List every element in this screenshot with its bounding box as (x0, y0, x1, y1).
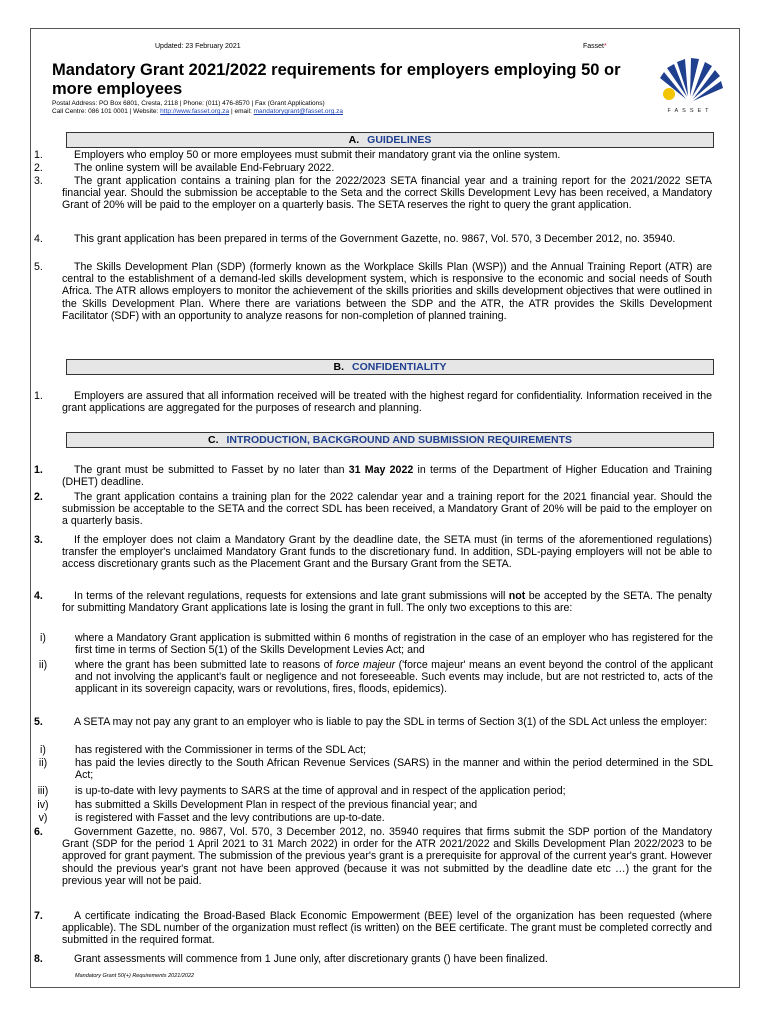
guideline-number: 4. (34, 233, 43, 245)
exception-item: where a Mandatory Grant application is submitted within 6 months of registration in the case of an employer who has registered for the first time in terms of Section 5(1) of the Skills Development Levies Act; and (75, 632, 713, 657)
page-footer: Mandatory Grant 50(+) Requirements 2021/2022 (75, 973, 195, 979)
roman-number: v) (38, 812, 48, 824)
email-link[interactable]: mandatorygrant@fasset.org.za (253, 108, 343, 115)
exception-text: where the grant has been submitted late to reasons of (75, 659, 336, 671)
guideline-text: The grant application contains a training plan for the 2022/2023 SETA financial year and a training report for the 2021/2022 SETA financial year. Should the submission be acceptable to the Seta and the correct Skills Development Levy has been received, a Mandatory Grant of 20% will be paid to the employer on a quarterly basis. The SETA reserves the right to query the grant application. (62, 175, 712, 212)
guideline-item (62, 149, 712, 161)
intro-number: 1. (34, 464, 43, 476)
confidentiality-text: Employers are assured that all information received will be treated with the highest regard for confidentiality. Information received in the grant applications are aggregated for the purposes of research and planning. (62, 390, 712, 415)
section-a-banner (66, 132, 714, 148)
intro-number: 4. (34, 590, 43, 602)
intro-item-7 (62, 910, 712, 947)
condition-item: is up-to-date with levy payments to SARS at the time of approval and in respect of the application period; (75, 785, 566, 797)
deadline-date: 31 May 2022 (348, 464, 414, 476)
confidentiality-item (62, 390, 712, 414)
star-icon: * (604, 43, 607, 50)
intro-item-5 (62, 716, 712, 728)
intro-text: A SETA may not pay any grant to an employer who is liable to pay the SDL in terms of Section 3(1) of the SDL Act unless the employer: (74, 716, 708, 728)
intro-text: The grant application contains a training plan for the 2022 calendar year and a training report for the 2021 financial year. Should the submission be acceptable to the SETA and the correct SDL has been received, a Mandatory Grant of 20% will be paid to the employer on a quarterly basis. (62, 491, 712, 528)
confidentiality-number: 1. (34, 390, 43, 402)
condition-item: has paid the levies directly to the South African Revenue Services (SARS) in the manner and within the period determined in the SDL Act; (75, 757, 713, 782)
force-majeur-italic: force majeur (335, 659, 396, 671)
guideline-item (62, 233, 712, 245)
guideline-number: 5. (34, 261, 43, 273)
intro-number: 2. (34, 491, 43, 503)
roman-number: iii) (37, 785, 49, 797)
section-c-banner (66, 432, 714, 448)
intro-text: be accepted by the SETA. The penalty for submitting Mandatory Grant applications late is losing the grant in full. The only two exceptions to this are: (62, 590, 712, 615)
roman-number: i) (40, 632, 46, 644)
postal-address: Postal Address: PO Box 6801, Cresta, 2118 | Phone: (011) 476-8570 | Fax (Grant Applications) (52, 100, 325, 107)
intro-item-4 (62, 590, 712, 614)
guideline-text: This grant application has been prepared in terms of the Government Gazette, no. 9867, Vol. 570, 3 December 2012, no. 35940. (74, 233, 676, 245)
guideline-text: Employers who employ 50 or more employees must submit their mandatory grant via the online system. (74, 149, 561, 161)
section-b-title: CONFIDENTIALITY (352, 361, 447, 373)
roman-number: ii) (38, 757, 48, 769)
intro-text: If the employer does not claim a Mandatory Grant by the deadline date, the SETA must (in terms of the aforementioned regulations) transfer the employer's unclaimed Mandatory Grant funds to the discretionary fund. In addition, SDL-paying employers will not be able to access discretionary grants such as the Placement Grant and the Bursary Grant from the SETA. (62, 534, 712, 571)
roman-number: iv) (37, 799, 49, 811)
brand-small-text: Fasset (583, 43, 605, 50)
intro-item-6 (62, 826, 712, 887)
guideline-item (62, 261, 712, 322)
intro-item-8 (62, 953, 712, 965)
intro-number: 7. (34, 910, 43, 922)
condition-item: has registered with the Commissioner in terms of the SDL Act; (75, 744, 367, 756)
email-prefix: | email: (229, 108, 254, 115)
intro-number: 8. (34, 953, 43, 965)
condition-item: has submitted a Skills Development Plan in respect of the previous financial year; and (75, 799, 478, 811)
intro-number: 6. (34, 826, 43, 838)
guideline-number: 2. (34, 162, 43, 174)
logo-wordmark: FASSET (667, 108, 713, 114)
section-a-letter: A. (348, 134, 360, 146)
section-b-letter: B. (333, 361, 344, 373)
condition-item: is registered with Fasset and the levy contributions are up-to-date. (75, 812, 385, 824)
section-c-title: INTRODUCTION, BACKGROUND AND SUBMISSION REQUIREMENTS (226, 434, 573, 446)
contact-prefix: Call Centre: 086 101 0001 | Website: (52, 108, 161, 115)
contact-line (52, 108, 343, 116)
roman-number: i) (40, 744, 46, 756)
intro-text: In terms of the relevant regulations, requests for extensions and late grant submissions will (74, 590, 509, 602)
guideline-text: The online system will be available End-February 2022. (74, 162, 335, 174)
section-a-title: GUIDELINES (367, 134, 432, 146)
intro-text: The grant must be submitted to Fasset by no later than (74, 464, 349, 476)
intro-item-1 (62, 464, 712, 488)
intro-item-2 (62, 491, 712, 528)
section-c-letter: C. (207, 434, 219, 446)
document-title: Mandatory Grant 2021/2022 requirements for employers employing 50 or more employees (52, 61, 621, 98)
intro-number: 3. (34, 534, 43, 546)
intro-text: A certificate indicating the Broad-Based Black Economic Empowerment (BEE) level of the organization has been requested (where applicable). The SDL number of the organization must reflect (is written) on the BEE certificate. The grant must be completed correctly and submitted in the required format. (62, 910, 712, 947)
guideline-text: The Skills Development Plan (SDP) (formerly known as the Workplace Skills Plan (WSP)) and the Annual Training Report (ATR) are central to the establishment of a demand-led skills development system, which is responsive to the economic and social needs of South Africa. The ATR allows employers to monitor the achievement of the skills priorities and skills development objectives that were outlined in the Skills Development Plan. Where there are variations between the SDP and the ATR, the ATR provides the Skills Development Facilitator (SDF) with an opportunity to analyze reasons for non-completion of planned training. (62, 261, 712, 322)
roman-number: ii) (38, 659, 48, 671)
exception-item (75, 659, 713, 696)
section-b-banner (66, 359, 714, 375)
brand-small (583, 43, 607, 50)
intro-text: in terms of the Department of Higher Education and Training (DHET) deadline. (62, 464, 712, 489)
guideline-item (62, 162, 712, 174)
emphasis-not: not (508, 590, 526, 602)
exception-text: ('force majeur' means an event beyond the control of the applicant and not involving the applicant's fault or negligence and not foreseeable. Such events may include, but are not restricted to, acts of the applicant in its sovereign capacity, wars or revolutions, fires, floods, epidemics). (75, 659, 713, 696)
intro-text: Grant assessments will commence from 1 June only, after discretionary grants () have been finalized. (74, 953, 548, 965)
guideline-number: 1. (34, 149, 43, 161)
updated-date: Updated: 23 February 2021 (155, 43, 241, 50)
guideline-number: 3. (34, 175, 43, 187)
guideline-item (62, 175, 712, 212)
website-link[interactable]: http://www.fasset.org.za (160, 108, 230, 115)
intro-text: Government Gazette, no. 9867, Vol. 570, 3 December 2012, no. 35940 requires that firms submit the SDP portion of the Mandatory Grant (SDP for the period 1 April 2021 to 31 March 2022) in order for the ATR 2021/2022 and Skills Development Plan 2022/2023 to be approved for grant payment. The submission of the previous year's grant is a prerequisite for approval of the current year's grant. However should the previous year's grant not have been approved (because it was not submitted by the deadline date etc …) the grant for the previous year will not be paid. (62, 826, 712, 887)
intro-item-3 (62, 534, 712, 571)
intro-number: 5. (34, 716, 43, 728)
